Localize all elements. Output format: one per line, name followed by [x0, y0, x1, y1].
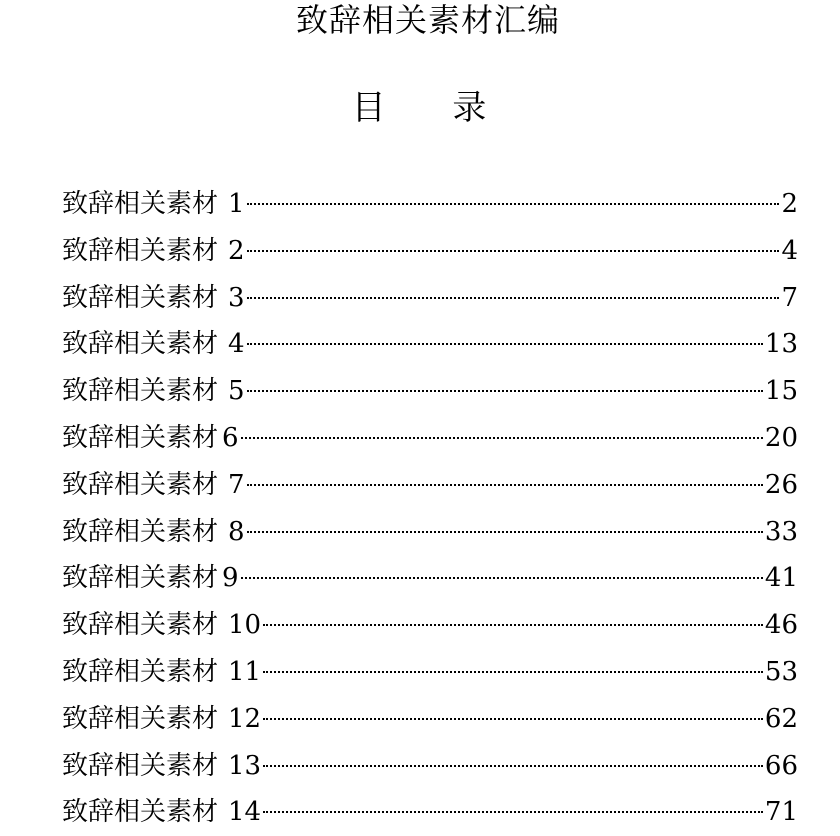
toc-page-number: 4: [781, 235, 798, 266]
toc-entry[interactable]: [62, 462, 798, 509]
toc-entry[interactable]: [62, 555, 798, 602]
toc-dot-leader: [263, 671, 763, 673]
toc-entry-label: 致辞相关素材 13: [62, 750, 262, 781]
toc-entry-label: 致辞相关素材 3: [62, 282, 245, 313]
toc-entry-number: 3: [228, 282, 245, 313]
toc-dot-leader: [263, 718, 763, 720]
toc-entry[interactable]: [62, 696, 798, 743]
toc-entry-label: 致辞相关素材 1: [62, 189, 245, 219]
toc-page-number: 71: [764, 797, 798, 828]
toc-entry[interactable]: [62, 743, 798, 790]
toc-dot-leader: [241, 577, 763, 579]
toc-entry-label: 致辞相关素材 14: [62, 797, 262, 828]
toc-entry[interactable]: [62, 509, 798, 556]
toc-entry-number: 1: [228, 189, 245, 219]
toc-page-number: 26: [764, 469, 798, 500]
toc-page-number: 62: [764, 703, 798, 734]
toc-entry-number: 12: [228, 703, 262, 734]
toc-entry-label: 致辞相关素材 6: [62, 422, 239, 453]
toc-dot-leader: [247, 203, 780, 205]
toc-heading: 目 录: [351, 88, 515, 128]
toc-entry-number: 7: [228, 469, 245, 500]
toc-page-number: 20: [764, 422, 798, 453]
toc-dot-leader: [247, 297, 780, 299]
toc-entry-label: 致辞相关素材 5: [62, 376, 245, 407]
toc-entry[interactable]: [62, 415, 798, 462]
toc-entry[interactable]: [62, 649, 798, 696]
toc-dot-leader: [247, 250, 780, 252]
toc-dot-leader: [247, 390, 763, 392]
toc-entry-number: 8: [228, 516, 245, 547]
toc-entry-label: 致辞相关素材 8: [62, 516, 245, 547]
toc-page-number: 33: [764, 516, 798, 547]
toc-entry-number: 11: [228, 656, 262, 687]
toc-entry-number: 2: [228, 235, 245, 266]
toc-dot-leader: [247, 484, 763, 486]
toc-dot-leader: [263, 811, 763, 813]
toc-page-number: 46: [764, 610, 798, 641]
toc-entry[interactable]: [62, 321, 798, 368]
toc-page-number: 15: [764, 376, 798, 407]
toc-entry-label: 致辞相关素材 4: [62, 329, 245, 360]
toc-entry-number: 4: [228, 329, 245, 360]
table-of-contents: [62, 181, 798, 836]
toc-dot-leader: [263, 624, 763, 626]
toc-page-number: 41: [764, 563, 798, 594]
toc-entry[interactable]: [62, 228, 798, 275]
document-title: 致辞相关素材汇编: [295, 1, 560, 39]
toc-entry-number: 6: [222, 422, 239, 453]
toc-entry-number: 14: [228, 797, 262, 828]
toc-page-number: 66: [764, 750, 798, 781]
toc-entry[interactable]: [62, 368, 798, 415]
toc-entry-label: 致辞相关素材 2: [62, 235, 245, 266]
toc-page-number: 53: [764, 656, 798, 687]
toc-entry-number: 5: [228, 376, 245, 407]
toc-entry-label: 致辞相关素材 11: [62, 656, 262, 687]
toc-entry-number: 10: [228, 610, 262, 641]
toc-entry[interactable]: [62, 789, 798, 836]
toc-entry-label: 致辞相关素材 7: [62, 469, 245, 500]
toc-dot-leader: [241, 437, 763, 439]
toc-entry[interactable]: [62, 181, 798, 228]
toc-entry[interactable]: [62, 275, 798, 322]
toc-page-number: 2: [781, 189, 798, 219]
toc-dot-leader: [247, 531, 763, 533]
toc-entry-label: 致辞相关素材 12: [62, 703, 262, 734]
toc-page-number: 13: [764, 329, 798, 360]
toc-entry-number: 13: [228, 750, 262, 781]
toc-dot-leader: [263, 765, 763, 767]
toc-page-number: 7: [781, 282, 798, 313]
toc-entry[interactable]: [62, 602, 798, 649]
toc-dot-leader: [247, 343, 763, 345]
toc-entry-number: 9: [222, 563, 239, 594]
toc-entry-label: 致辞相关素材 10: [62, 610, 262, 641]
toc-entry-label: 致辞相关素材 9: [62, 563, 239, 594]
